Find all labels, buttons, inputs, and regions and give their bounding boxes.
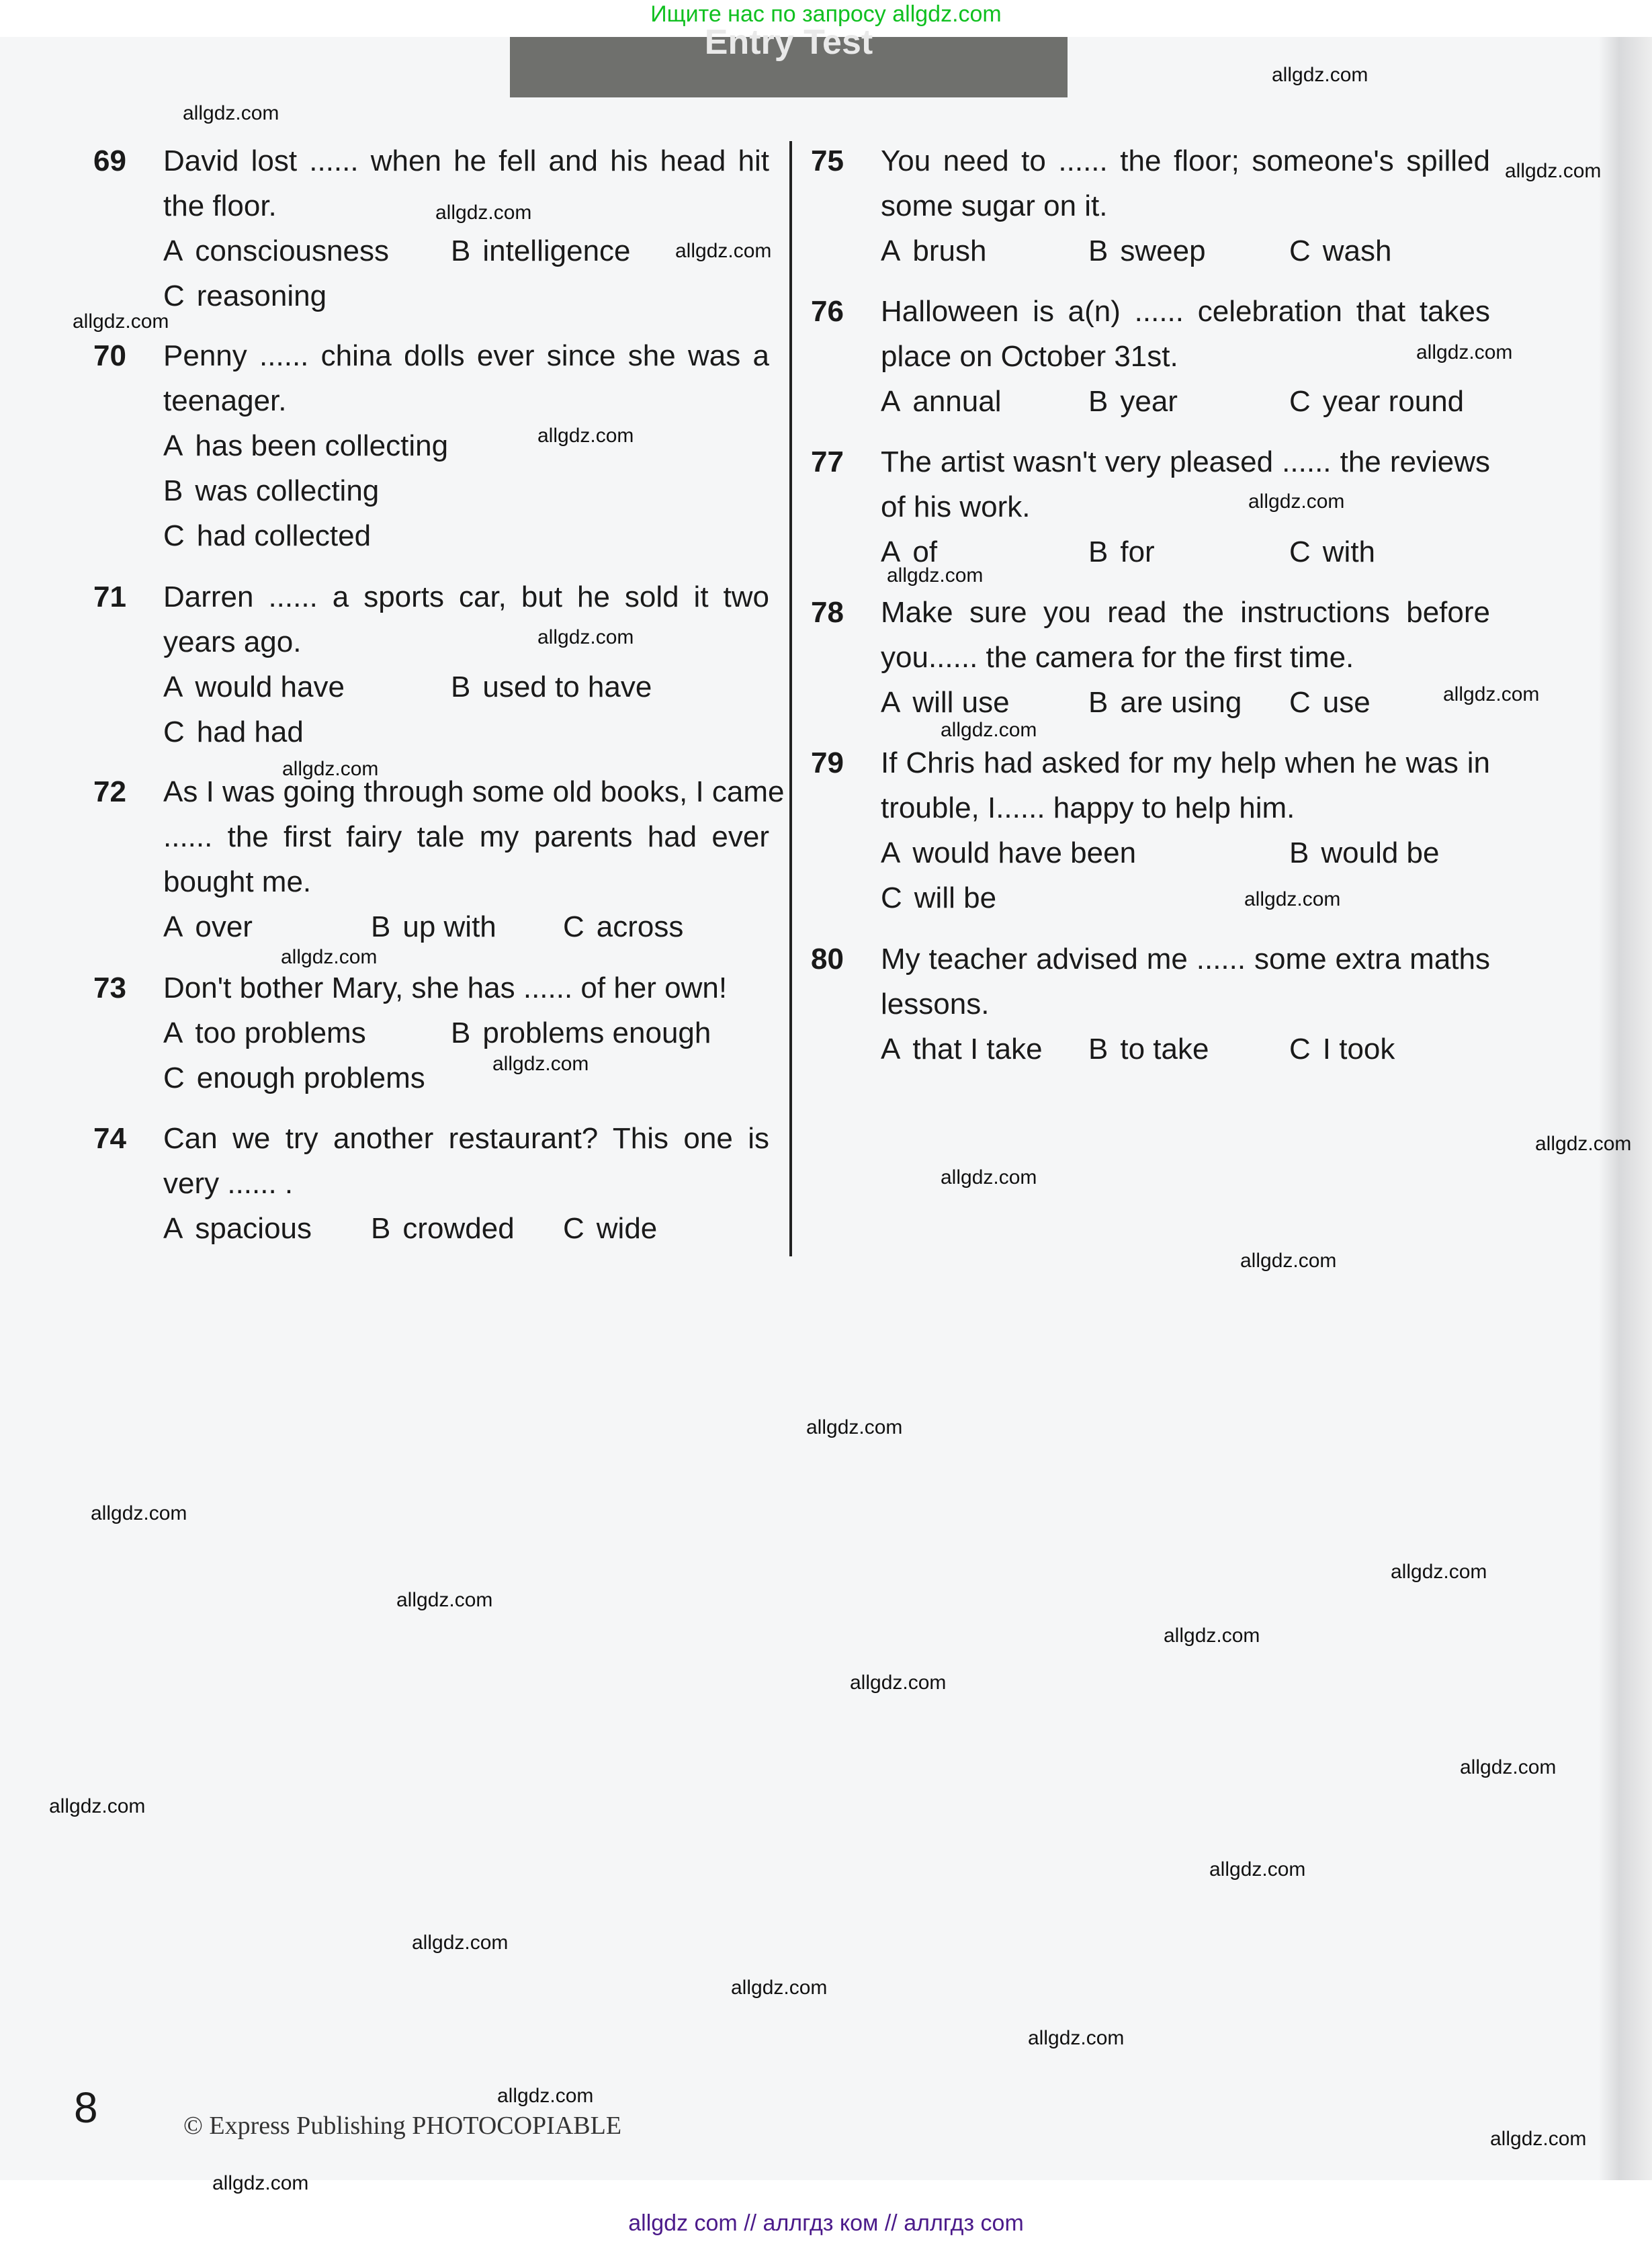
option-a[interactable]: [163, 228, 389, 273]
question-text-line: You need to ...... the floor; someone's spilled: [881, 144, 1490, 177]
watermark-text: allgdz.com: [731, 1977, 828, 1999]
option-text: with: [1322, 535, 1376, 568]
question-80: [811, 937, 1490, 1072]
option-letter: A: [163, 910, 183, 943]
option-text: annual: [912, 385, 1002, 418]
option-text: wash: [1322, 234, 1392, 267]
question-70: [93, 333, 769, 558]
option-letter: A: [163, 1017, 183, 1049]
question-number: 78: [811, 596, 844, 629]
option-letter: B: [1088, 234, 1108, 267]
watermark-text: allgdz.com: [1240, 1250, 1337, 1272]
question-text-line: David lost ...... when he fell and his head hit: [163, 144, 769, 177]
option-text: are using: [1120, 686, 1242, 719]
options-row: [163, 664, 769, 709]
option-text: reasoning: [196, 279, 327, 312]
question-number: 72: [93, 775, 126, 808]
watermark-text: allgdz.com: [183, 102, 279, 124]
option-text: too problems: [195, 1017, 366, 1049]
option-b[interactable]: [451, 1010, 711, 1055]
options-row: [881, 379, 1490, 424]
option-letter: C: [1289, 686, 1311, 719]
option-c[interactable]: [163, 1055, 425, 1100]
option-c[interactable]: [563, 1206, 657, 1251]
option-a[interactable]: [163, 664, 345, 709]
question-73: [93, 965, 769, 1100]
option-b[interactable]: [371, 1206, 515, 1251]
option-text: year round: [1322, 385, 1465, 418]
option-letter: A: [163, 429, 183, 462]
question-text-line: lessons.: [881, 988, 990, 1021]
question-78: [811, 590, 1490, 725]
question-69: [93, 138, 772, 318]
question-79: [811, 740, 1490, 920]
option-text: would have been: [912, 836, 1137, 869]
option-a[interactable]: [163, 423, 448, 468]
option-b[interactable]: [371, 904, 496, 949]
question-74: [93, 1116, 769, 1251]
question-number: 74: [93, 1122, 126, 1155]
option-text: problems enough: [482, 1017, 711, 1049]
option-b[interactable]: [1088, 379, 1178, 424]
option-letter: B: [451, 1017, 471, 1049]
options-row: [163, 1055, 769, 1100]
bottom-site-note: allgdz com // аллгдз ком // аллгдз com: [628, 2210, 1024, 2236]
option-c[interactable]: [1289, 529, 1375, 574]
watermark-text: allgdz.com: [281, 946, 378, 968]
question-text-line: If Chris had asked for my help when he was in: [881, 746, 1490, 779]
question-77: [811, 439, 1490, 574]
question-text-line: bought me.: [163, 865, 312, 898]
question-number: 80: [811, 943, 844, 976]
section-header: [510, 23, 1068, 97]
watermark-text: allgdz.com: [1028, 2027, 1125, 2049]
options-row: [163, 423, 769, 468]
watermark-text: allgdz.com: [675, 240, 772, 262]
option-text: wide: [596, 1212, 658, 1245]
watermark-text: allgdz.com: [73, 310, 169, 333]
watermark-text: allgdz.com: [492, 1053, 589, 1075]
option-text: has been collecting: [195, 429, 449, 462]
question-text-line: some sugar on it.: [881, 189, 1108, 222]
watermark-text: allgdz.com: [806, 1416, 903, 1438]
options-row: [163, 513, 769, 558]
question-text-line: of his work.: [881, 490, 1031, 523]
option-b[interactable]: [1088, 529, 1155, 574]
option-letter: C: [1289, 234, 1311, 267]
question-text-line: The artist wasn't very pleased ...... the reviews: [881, 445, 1490, 478]
option-text: spacious: [195, 1212, 312, 1245]
question-number: 79: [811, 746, 844, 779]
option-text: to take: [1120, 1033, 1209, 1066]
option-c[interactable]: [163, 709, 304, 754]
question-71: [93, 574, 769, 754]
question-text-line: Darren ...... a sports car, but he sold it two: [163, 580, 769, 613]
question-number: 69: [93, 144, 126, 177]
watermark-text: allgdz.com: [1443, 683, 1540, 705]
question-text-line: Penny ...... china dolls ever since she was a: [163, 339, 769, 372]
option-letter: B: [1289, 836, 1309, 869]
option-letter: C: [163, 716, 185, 748]
option-text: had had: [196, 716, 304, 748]
options-row: [881, 830, 1490, 875]
option-b[interactable]: [451, 664, 652, 709]
option-letter: B: [1088, 686, 1108, 719]
option-text: brush: [912, 234, 987, 267]
option-c[interactable]: [163, 273, 327, 318]
question-text-line: Don't bother Mary, she has ...... of her own!: [163, 971, 728, 1004]
copyright-notice: © Express Publishing PHOTOCOPIABLE: [183, 2112, 622, 2140]
question-75: [811, 138, 1490, 273]
watermark-text: allgdz.com: [1209, 1858, 1306, 1881]
option-c[interactable]: [563, 904, 683, 949]
watermark-text: allgdz.com: [1460, 1756, 1557, 1778]
watermark-text: allgdz.com: [1248, 490, 1345, 513]
option-b[interactable]: [1088, 1027, 1209, 1072]
option-letter: B: [451, 671, 471, 703]
watermark-text: allgdz.com: [412, 1932, 509, 1954]
option-c[interactable]: [1289, 1027, 1395, 1072]
options-row: [881, 1027, 1490, 1072]
option-text: sweep: [1120, 234, 1206, 267]
column-divider: [789, 141, 792, 1256]
option-text: use: [1322, 686, 1371, 719]
option-letter: B: [1088, 535, 1108, 568]
question-text-line: Halloween is a(n) ...... celebration that takes: [881, 295, 1490, 328]
option-text: up with: [402, 910, 496, 943]
option-b[interactable]: [163, 468, 379, 513]
option-b[interactable]: [1088, 228, 1206, 273]
question-text-line: years ago.: [163, 625, 302, 658]
watermark-text: allgdz.com: [497, 2085, 594, 2107]
watermark-text: allgdz.com: [850, 1672, 947, 1694]
watermark-text: allgdz.com: [941, 1166, 1037, 1189]
option-letter: B: [451, 234, 471, 267]
options-row: [163, 273, 769, 318]
option-b[interactable]: [451, 228, 631, 273]
option-letter: C: [1289, 385, 1311, 418]
option-letter: B: [1088, 1033, 1108, 1066]
watermark-text: allgdz.com: [91, 1502, 187, 1524]
option-text: year: [1120, 385, 1178, 418]
option-letter: A: [881, 385, 901, 418]
option-text: I took: [1322, 1033, 1395, 1066]
options-row: [163, 709, 769, 754]
watermark-text: allgdz.com: [1416, 341, 1513, 363]
question-number: 70: [93, 339, 126, 372]
option-letter: B: [163, 474, 183, 507]
watermark-text: allgdz.com: [1505, 160, 1602, 182]
watermark-text: allgdz.com: [1164, 1625, 1260, 1647]
option-text: was collecting: [195, 474, 380, 507]
option-a[interactable]: [881, 228, 986, 273]
option-a[interactable]: [881, 1027, 1043, 1072]
question-number: 76: [811, 295, 844, 328]
options-row: [163, 1206, 769, 1251]
watermark-text: allgdz.com: [282, 758, 379, 780]
option-letter: A: [163, 1212, 183, 1245]
option-text: will be: [914, 881, 997, 914]
option-c[interactable]: [1289, 379, 1464, 424]
options-row: [881, 680, 1490, 725]
option-text: over: [195, 910, 253, 943]
option-text: enough problems: [196, 1062, 425, 1094]
option-text: would have: [195, 671, 345, 703]
option-letter: C: [163, 1062, 185, 1094]
page-number: 8: [74, 2083, 98, 2132]
option-text: would be: [1321, 836, 1440, 869]
option-text: intelligence: [482, 234, 631, 267]
option-letter: B: [371, 1212, 391, 1245]
option-letter: B: [1088, 385, 1108, 418]
watermark-text: allgdz.com: [1272, 64, 1368, 86]
option-a[interactable]: [881, 830, 1136, 875]
option-letter: C: [881, 881, 902, 914]
option-text: consciousness: [195, 234, 389, 267]
question-text-line: trouble, I...... happy to help him.: [881, 791, 1295, 824]
option-letter: A: [881, 836, 901, 869]
watermark-text: allgdz.com: [1535, 1133, 1632, 1155]
options-row: [881, 228, 1490, 273]
question-text-line: My teacher advised me ...... some extra maths: [881, 943, 1490, 976]
option-a[interactable]: [163, 1206, 312, 1251]
option-text: of: [912, 535, 938, 568]
option-letter: A: [881, 535, 901, 568]
watermark-text: allgdz.com: [537, 425, 634, 447]
option-text: used to have: [482, 671, 652, 703]
question-text-line: As I was going through some old books, I came: [163, 775, 785, 808]
watermark-text: allgdz.com: [537, 626, 634, 648]
option-letter: C: [163, 519, 185, 552]
page-edge-shadow: [1598, 37, 1652, 2180]
section-title: Entry Test: [704, 23, 873, 62]
watermark-text: allgdz.com: [435, 202, 532, 224]
option-text: will use: [912, 686, 1010, 719]
options-row: [163, 1010, 769, 1055]
question-number: 71: [93, 580, 126, 613]
option-c[interactable]: [1289, 680, 1371, 725]
option-c[interactable]: [1289, 228, 1392, 273]
question-text-line: very ...... .: [163, 1167, 294, 1200]
question-text-line: Can we try another restaurant? This one is: [163, 1122, 769, 1155]
question-number: 73: [93, 971, 126, 1004]
option-letter: A: [881, 1033, 901, 1066]
watermark-text: allgdz.com: [212, 2172, 309, 2194]
watermark-text: allgdz.com: [396, 1589, 493, 1611]
option-text: for: [1120, 535, 1155, 568]
option-letter: C: [1289, 535, 1311, 568]
option-letter: C: [563, 1212, 584, 1245]
option-a[interactable]: [163, 904, 253, 949]
question-76: [811, 289, 1490, 424]
options-row: [881, 875, 1490, 920]
top-search-note: Ищите нас по запросу allgdz.com: [650, 1, 1002, 27]
question-text-line: place on October 31st.: [881, 340, 1178, 373]
options-row: [163, 468, 769, 513]
option-a[interactable]: [881, 379, 1002, 424]
watermark-text: allgdz.com: [941, 719, 1037, 741]
option-letter: B: [371, 910, 391, 943]
option-text: that I take: [912, 1033, 1043, 1066]
option-b[interactable]: [1289, 830, 1440, 875]
watermark-text: allgdz.com: [1391, 1561, 1487, 1583]
watermark-text: allgdz.com: [49, 1795, 146, 1817]
option-a[interactable]: [163, 1010, 366, 1055]
question-text-line: you...... the camera for the first time.: [881, 641, 1354, 674]
options-row: [163, 904, 769, 949]
question-number: 77: [811, 445, 844, 478]
option-letter: A: [163, 671, 183, 703]
option-letter: C: [1289, 1033, 1311, 1066]
option-letter: A: [881, 234, 901, 267]
question-text-line: the floor.: [163, 189, 277, 222]
question-text-line: ...... the first fairy tale my parents had ever: [163, 820, 769, 853]
option-a[interactable]: [881, 680, 1010, 725]
question-72: [93, 769, 785, 949]
option-text: had collected: [196, 519, 372, 552]
watermark-text: allgdz.com: [887, 564, 984, 587]
option-text: across: [596, 910, 684, 943]
question-number: 75: [811, 144, 844, 177]
option-letter: A: [163, 234, 183, 267]
option-c[interactable]: [881, 875, 996, 920]
option-letter: C: [563, 910, 584, 943]
watermark-text: allgdz.com: [1490, 2128, 1587, 2150]
watermark-text: allgdz.com: [1244, 888, 1341, 910]
question-text-line: Make sure you read the instructions before: [881, 596, 1490, 629]
option-b[interactable]: [1088, 680, 1242, 725]
option-letter: C: [163, 279, 185, 312]
option-text: crowded: [402, 1212, 515, 1245]
option-c[interactable]: [163, 513, 371, 558]
option-letter: A: [881, 686, 901, 719]
question-text-line: teenager.: [163, 384, 287, 417]
